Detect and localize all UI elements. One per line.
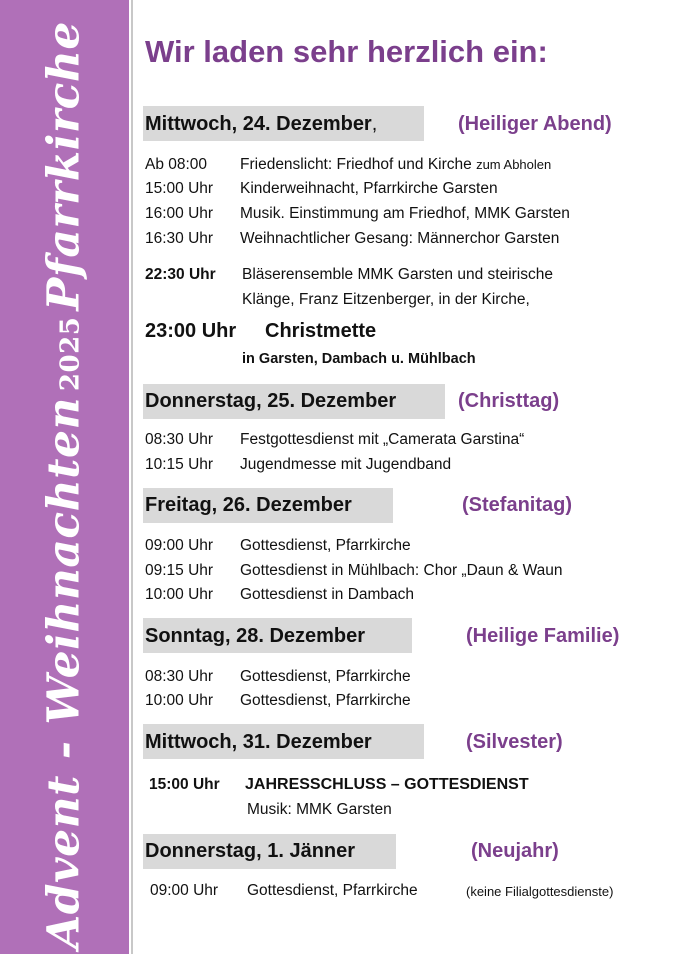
event-time: 16:30 Uhr bbox=[145, 230, 214, 247]
event-note: (keine Filialgottesdienste) bbox=[466, 884, 614, 899]
event-text: Christmette bbox=[265, 320, 377, 342]
sidebar-title-text: Advent - Weihnachten bbox=[38, 397, 90, 949]
sidebar-year: 2025 bbox=[55, 316, 86, 392]
event-time: 10:00 Uhr bbox=[145, 692, 214, 709]
event-text: JAHRESSCHLUSS – GOTTESDIENST bbox=[245, 776, 529, 793]
event-text: Gottesdienst in Dambach bbox=[240, 586, 415, 603]
feast-name: (Heilige Familie) bbox=[466, 625, 620, 647]
day-heading: Freitag, 26. Dezember bbox=[145, 494, 352, 516]
event-time: 09:15 Uhr bbox=[145, 562, 214, 579]
day-heading: Donnerstag, 25. Dezember bbox=[145, 390, 397, 412]
event-text: Weihnachtlicher Gesang: Männerchor Garsten bbox=[240, 230, 560, 247]
feast-name: (Silvester) bbox=[466, 731, 563, 753]
event-text-cont: Musik: MMK Garsten bbox=[247, 801, 392, 818]
event-time: 08:30 Uhr bbox=[145, 668, 214, 685]
day-heading: Donnerstag, 1. Jänner bbox=[145, 840, 356, 862]
event-time: 09:00 Uhr bbox=[150, 882, 219, 899]
event-time: 23:00 Uhr bbox=[145, 320, 237, 342]
event-time: 22:30 Uhr bbox=[145, 266, 216, 283]
day-heading: Mittwoch, 24. Dezember, bbox=[145, 113, 378, 135]
sidebar-banner bbox=[0, 0, 129, 954]
page-title: Wir laden sehr herzlich ein: bbox=[145, 34, 548, 69]
divider bbox=[131, 0, 133, 954]
event-time: 10:15 Uhr bbox=[145, 456, 214, 473]
event-time: 08:30 Uhr bbox=[145, 431, 214, 448]
day-heading: Mittwoch, 31. Dezember bbox=[145, 731, 372, 753]
event-text: Friedenslicht: Friedhof und Kirche zum Abholen bbox=[240, 156, 552, 173]
event-text: Gottesdienst in Mühlbach: Chor „Daun & Waun bbox=[240, 562, 563, 579]
event-time: Ab 08:00 bbox=[145, 156, 208, 173]
event-text: Gottesdienst, Pfarrkirche bbox=[240, 537, 411, 554]
event-text: Gottesdienst, Pfarrkirche bbox=[240, 668, 411, 685]
event-text: Gottesdienst, Pfarrkirche bbox=[247, 882, 418, 899]
event-time: 09:00 Uhr bbox=[145, 537, 214, 554]
feast-name: (Heiliger Abend) bbox=[458, 113, 612, 135]
event-time: 10:00 Uhr bbox=[145, 586, 214, 603]
sidebar-church: Pfarrkirche bbox=[38, 21, 90, 311]
event-text: Musik. Einstimmung am Friedhof, MMK Garsten bbox=[240, 205, 570, 222]
feast-name: (Christtag) bbox=[458, 390, 560, 412]
event-time: 16:00 Uhr bbox=[145, 205, 214, 222]
day-heading: Sonntag, 28. Dezember bbox=[145, 625, 366, 647]
event-text: Festgottesdienst mit „Camerata Garstina“ bbox=[240, 431, 525, 448]
event-time: 15:00 Uhr bbox=[149, 776, 220, 793]
event-text-cont: Klänge, Franz Eitzenberger, in der Kirche, bbox=[242, 291, 530, 308]
event-time: 15:00 Uhr bbox=[145, 180, 214, 197]
event-text: Gottesdienst, Pfarrkirche bbox=[240, 692, 411, 709]
sidebar-title bbox=[39, 21, 90, 949]
event-text: Kinderweihnacht, Pfarrkirche Garsten bbox=[240, 180, 498, 197]
event-text-cont: in Garsten, Dambach u. Mühlbach bbox=[242, 351, 476, 367]
feast-name: (Neujahr) bbox=[471, 840, 559, 862]
feast-name: (Stefanitag) bbox=[462, 494, 572, 516]
event-text: Bläserensemble MMK Garsten und steirische bbox=[242, 266, 553, 283]
event-text: Jugendmesse mit Jugendband bbox=[240, 456, 452, 473]
